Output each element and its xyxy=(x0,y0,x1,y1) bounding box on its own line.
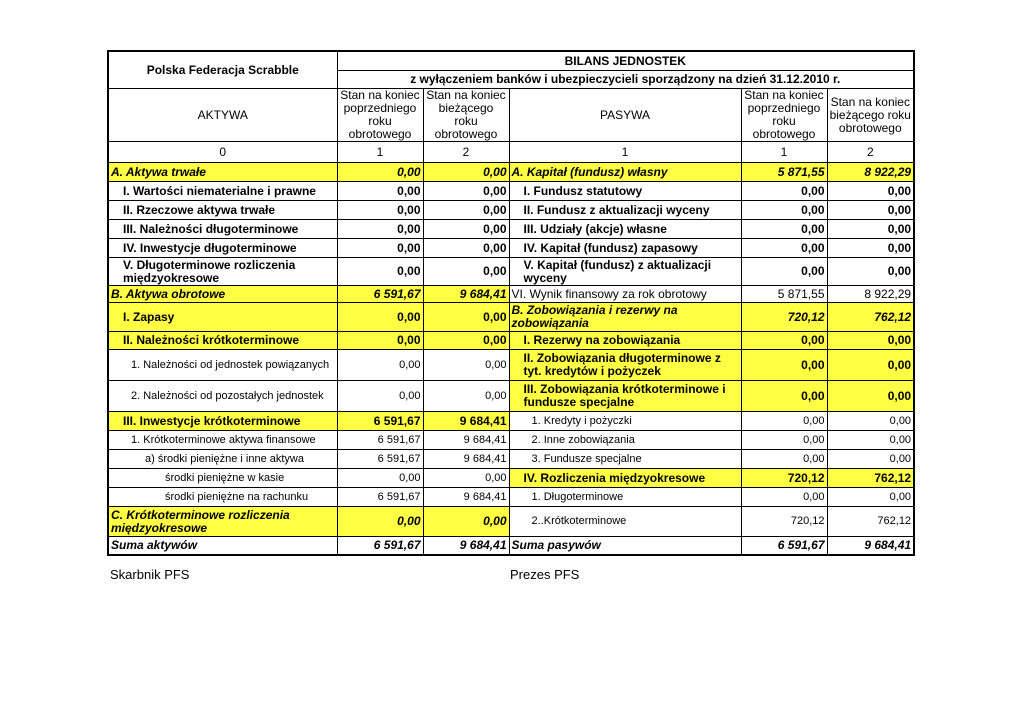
asset-curr-value: 0,00 xyxy=(423,332,509,350)
balance-row xyxy=(108,469,914,488)
asset-item-label: II. Rzeczowe aktywa trwałe xyxy=(108,201,337,220)
asset-prev-value: 0,00 xyxy=(337,258,423,286)
column-number: 1 xyxy=(509,142,741,163)
balance-row xyxy=(108,412,914,431)
liability-item-label: IV. Kapitał (fundusz) zapasowy xyxy=(509,239,741,258)
liability-item-label: 1. Długoterminowe xyxy=(509,488,741,507)
asset-prev-value: 0,00 xyxy=(337,220,423,239)
liability-curr-value: 0,00 xyxy=(827,201,914,220)
balance-row xyxy=(108,220,914,239)
asset-prev-value: 0,00 xyxy=(337,303,423,332)
curr-year-header: Stan na koniec bieżącego roku obrotowego xyxy=(423,89,509,142)
asset-item-label: II. Należności krótkoterminowe xyxy=(108,332,337,350)
liability-item-label: 2..Krótkoterminowe xyxy=(509,507,741,537)
asset-curr-value: 0,00 xyxy=(423,182,509,201)
total-assets-curr: 9 684,41 xyxy=(423,537,509,556)
asset-prev-value: 0,00 xyxy=(337,163,423,182)
president-signature-label: Prezes PFS xyxy=(510,567,580,582)
asset-curr-value: 0,00 xyxy=(423,507,509,537)
asset-item-label: V. Długoterminowe rozliczenia międzyokresowe xyxy=(108,258,337,286)
liability-prev-value: 0,00 xyxy=(741,258,827,286)
liability-curr-value: 0,00 xyxy=(827,450,914,469)
liability-prev-value: 0,00 xyxy=(741,488,827,507)
asset-curr-value: 9 684,41 xyxy=(423,450,509,469)
liability-prev-value: 0,00 xyxy=(741,431,827,450)
liability-curr-value: 0,00 xyxy=(827,431,914,450)
total-liabilities-curr: 9 684,41 xyxy=(827,537,914,556)
asset-item-label: III. Należności długoterminowe xyxy=(108,220,337,239)
total-liabilities-label: Suma pasywów xyxy=(509,537,741,556)
asset-prev-value: 0,00 xyxy=(337,469,423,488)
asset-curr-value: 0,00 xyxy=(423,381,509,412)
liability-curr-value: 0,00 xyxy=(827,258,914,286)
asset-item-label: a) środki pieniężne i inne aktywa xyxy=(108,450,337,469)
column-number: 2 xyxy=(827,142,914,163)
liability-item-label: V. Kapitał (fundusz) z aktualizacji wyceny xyxy=(509,258,741,286)
balance-row xyxy=(108,350,914,381)
asset-item-label: I. Wartości niematerialne i prawne xyxy=(108,182,337,201)
pasywa-header: PASYWA xyxy=(509,89,741,142)
liability-item-label: 1. Kredyty i pożyczki xyxy=(509,412,741,431)
balance-row xyxy=(108,507,914,537)
asset-prev-value: 0,00 xyxy=(337,350,423,381)
asset-prev-value: 0,00 xyxy=(337,381,423,412)
asset-item-label: 2. Należności od pozostałych jednostek xyxy=(108,381,337,412)
organization-name: Polska Federacja Scrabble xyxy=(108,51,337,89)
liability-prev-value: 720,12 xyxy=(741,507,827,537)
balance-row xyxy=(108,258,914,286)
liability-curr-value: 0,00 xyxy=(827,412,914,431)
asset-curr-value: 9 684,41 xyxy=(423,431,509,450)
asset-curr-value: 0,00 xyxy=(423,220,509,239)
balance-sheet-table xyxy=(107,50,915,556)
totals-row xyxy=(108,537,914,556)
asset-item-label: IV. Inwestycje długoterminowe xyxy=(108,239,337,258)
prev-year-header: Stan na koniec poprzedniego roku obrotowego xyxy=(337,89,423,142)
asset-prev-value: 0,00 xyxy=(337,332,423,350)
column-number: 1 xyxy=(337,142,423,163)
liability-prev-value: 0,00 xyxy=(741,381,827,412)
report-title: BILANS JEDNOSTEK xyxy=(337,51,914,71)
liability-curr-value: 762,12 xyxy=(827,469,914,488)
asset-curr-value: 0,00 xyxy=(423,303,509,332)
liability-prev-value: 5 871,55 xyxy=(741,163,827,182)
balance-row xyxy=(108,488,914,507)
liability-prev-value: 0,00 xyxy=(741,201,827,220)
asset-curr-value: 0,00 xyxy=(423,239,509,258)
balance-rows xyxy=(108,163,914,537)
liability-curr-value: 0,00 xyxy=(827,381,914,412)
column-number-row xyxy=(108,142,914,163)
balance-row xyxy=(108,431,914,450)
column-number: 2 xyxy=(423,142,509,163)
total-assets-label: Suma aktywów xyxy=(108,537,337,556)
liability-item-label: I. Rezerwy na zobowiązania xyxy=(509,332,741,350)
liability-item-label: I. Fundusz statutowy xyxy=(509,182,741,201)
asset-curr-value: 9 684,41 xyxy=(423,488,509,507)
liability-prev-value: 0,00 xyxy=(741,182,827,201)
liability-curr-value: 8 922,29 xyxy=(827,163,914,182)
liability-item-label: III. Udziały (akcje) własne xyxy=(509,220,741,239)
asset-curr-value: 9 684,41 xyxy=(423,286,509,303)
liability-item-label: VI. Wynik finansowy za rok obrotowy xyxy=(509,286,741,303)
asset-item-label: C. Krótkoterminowe rozliczenia międzyokresowe xyxy=(108,507,337,537)
asset-item-label: 1. Krótkoterminowe aktywa finansowe xyxy=(108,431,337,450)
liability-prev-value: 0,00 xyxy=(741,350,827,381)
asset-prev-value: 0,00 xyxy=(337,507,423,537)
asset-curr-value: 0,00 xyxy=(423,469,509,488)
asset-prev-value: 0,00 xyxy=(337,182,423,201)
asset-prev-value: 6 591,67 xyxy=(337,488,423,507)
liability-curr-value: 762,12 xyxy=(827,507,914,537)
liability-item-label: 2. Inne zobowiązania xyxy=(509,431,741,450)
liability-curr-value: 0,00 xyxy=(827,488,914,507)
asset-curr-value: 0,00 xyxy=(423,350,509,381)
liability-curr-value: 0,00 xyxy=(827,220,914,239)
liability-curr-value: 762,12 xyxy=(827,303,914,332)
asset-prev-value: 6 591,67 xyxy=(337,286,423,303)
liability-curr-value: 0,00 xyxy=(827,350,914,381)
liability-prev-value: 720,12 xyxy=(741,469,827,488)
curr-year-header: Stan na koniec bieżącego roku obrotowego xyxy=(827,89,914,142)
balance-row xyxy=(108,239,914,258)
asset-curr-value: 0,00 xyxy=(423,163,509,182)
liability-curr-value: 0,00 xyxy=(827,239,914,258)
liability-prev-value: 0,00 xyxy=(741,332,827,350)
total-liabilities-prev: 6 591,67 xyxy=(741,537,827,556)
asset-curr-value: 9 684,41 xyxy=(423,412,509,431)
asset-item-label: III. Inwestycje krótkoterminowe xyxy=(108,412,337,431)
liability-item-label: 3. Fundusze specjalne xyxy=(509,450,741,469)
asset-prev-value: 6 591,67 xyxy=(337,450,423,469)
liability-prev-value: 0,00 xyxy=(741,220,827,239)
liability-curr-value: 8 922,29 xyxy=(827,286,914,303)
balance-row xyxy=(108,450,914,469)
asset-curr-value: 0,00 xyxy=(423,258,509,286)
liability-item-label: B. Zobowiązania i rezerwy na zobowiązania xyxy=(509,303,741,332)
balance-row xyxy=(108,201,914,220)
liability-prev-value: 0,00 xyxy=(741,412,827,431)
column-number: 1 xyxy=(741,142,827,163)
treasurer-signature-label: Skarbnik PFS xyxy=(110,567,190,582)
asset-prev-value: 6 591,67 xyxy=(337,431,423,450)
liability-item-label: II. Zobowiązania długoterminowe z tyt. kredytów i pożyczek xyxy=(509,350,741,381)
asset-item-label: A. Aktywa trwałe xyxy=(108,163,337,182)
liability-item-label: II. Fundusz z aktualizacji wyceny xyxy=(509,201,741,220)
liability-item-label: III. Zobowiązania krótkoterminowe i fundusze specjalne xyxy=(509,381,741,412)
balance-row xyxy=(108,381,914,412)
balance-row xyxy=(108,332,914,350)
prev-year-header: Stan na koniec poprzedniego roku obrotowego xyxy=(741,89,827,142)
column-number: 0 xyxy=(108,142,337,163)
liability-prev-value: 0,00 xyxy=(741,239,827,258)
balance-row xyxy=(108,163,914,182)
balance-row xyxy=(108,286,914,303)
aktywa-header: AKTYWA xyxy=(108,89,337,142)
report-subtitle: z wyłączeniem banków i ubezpieczycieli sporządzony na dzień 31.12.2010 r. xyxy=(337,71,914,89)
asset-item-label: środki pieniężne na rachunku xyxy=(108,488,337,507)
asset-item-label: 1. Należności od jednostek powiązanych xyxy=(108,350,337,381)
asset-item-label: środki pieniężne w kasie xyxy=(108,469,337,488)
total-assets-prev: 6 591,67 xyxy=(337,537,423,556)
asset-prev-value: 0,00 xyxy=(337,239,423,258)
liability-curr-value: 0,00 xyxy=(827,332,914,350)
balance-row xyxy=(108,303,914,332)
liability-prev-value: 5 871,55 xyxy=(741,286,827,303)
asset-item-label: B. Aktywa obrotowe xyxy=(108,286,337,303)
liability-item-label: IV. Rozliczenia międzyokresowe xyxy=(509,469,741,488)
liability-prev-value: 0,00 xyxy=(741,450,827,469)
liability-item-label: A. Kapitał (fundusz) własny xyxy=(509,163,741,182)
liability-prev-value: 720,12 xyxy=(741,303,827,332)
column-header-row xyxy=(108,89,914,142)
balance-row xyxy=(108,182,914,201)
asset-prev-value: 0,00 xyxy=(337,201,423,220)
asset-curr-value: 0,00 xyxy=(423,201,509,220)
asset-prev-value: 6 591,67 xyxy=(337,412,423,431)
asset-item-label: I. Zapasy xyxy=(108,303,337,332)
liability-curr-value: 0,00 xyxy=(827,182,914,201)
